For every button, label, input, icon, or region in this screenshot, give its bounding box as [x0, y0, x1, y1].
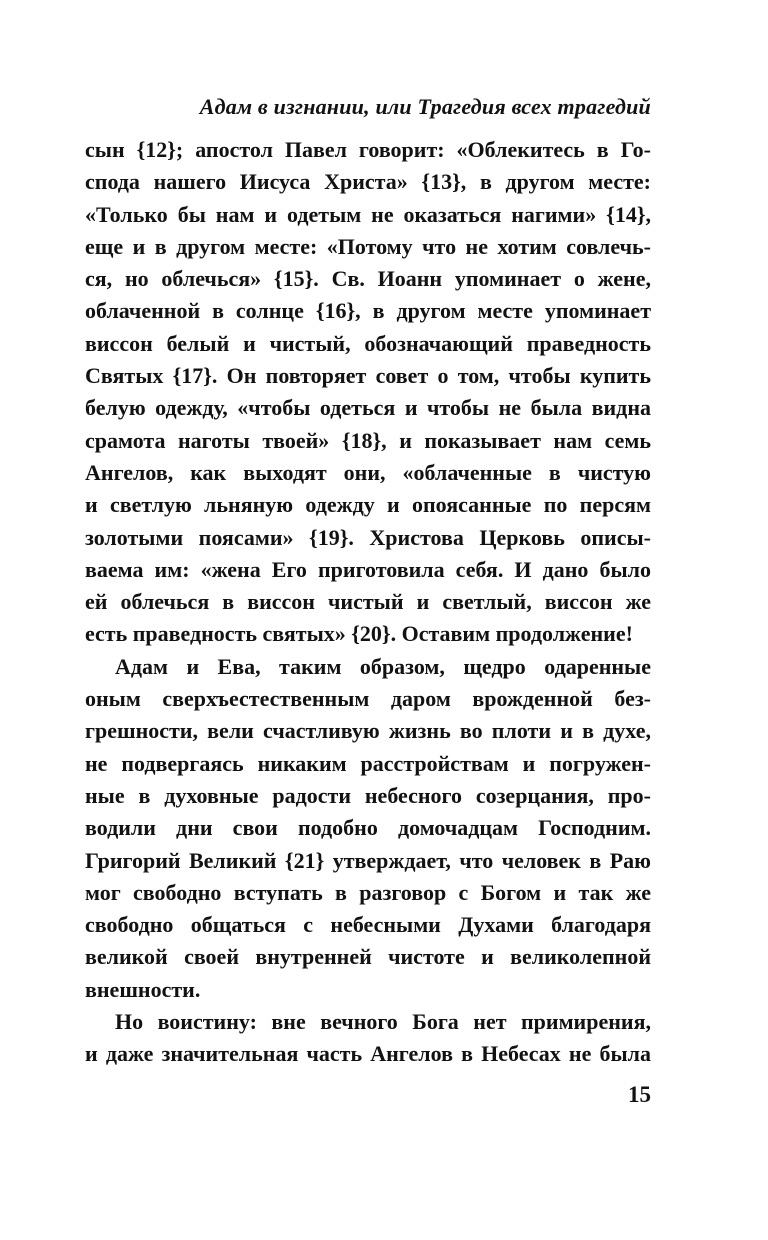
text-line: внешности. — [85, 976, 201, 1002]
text-line: «Только бы нам и одетым не оказаться нагими» {14}, — [85, 201, 651, 227]
text-line: ваема им: «жена Его приготовила себя. И дано было — [85, 556, 651, 582]
text-line: есть праведность святых» {20}. Оставим продолжение! — [85, 621, 633, 647]
text-line: Ангелов, как выходят они, «облаченные в чистую — [85, 459, 651, 485]
text-line: и даже значительная часть Ангелов в Небесах не была — [85, 1041, 651, 1067]
running-header: Адам в изгнании, или Трагедия всех трагедий — [199, 94, 651, 119]
text-line: водили дни свои подобно домочадцам Господним. — [85, 815, 651, 841]
text-line: Святых {17}. Он повторяет совет о том, чтобы купить — [85, 363, 651, 389]
text-line: облаченной в солнце {16}, в другом месте упоминает — [85, 298, 651, 324]
text-line: виссон белый и чистый, обозначающий праведность — [85, 330, 651, 356]
text-line: оным сверхъестественным даром врожденной без- — [85, 686, 651, 712]
text-line: ные в духовные радости небесного созерцания, про- — [85, 782, 651, 808]
text-line: свободно общаться с небесными Духами благодаря — [85, 912, 651, 938]
text-line: мог свободно вступать в разговор с Богом и так же — [85, 879, 651, 905]
text-line: Но воистину: вне вечного Бога нет примирения, — [115, 1009, 651, 1035]
text-line: и светлую льняную одежду и опоясанные по персям — [85, 492, 651, 518]
text-line: золотыми поясами» {19}. Христова Церковь описы- — [85, 524, 651, 550]
text-line: срамота наготы твоей» {18}, и показывает нам семь — [85, 427, 651, 453]
text-block — [85, 134, 651, 1071]
text-line: сын {12}; апостол Павел говорит: «Облекитесь в Го- — [85, 137, 651, 162]
page-number: 15 — [628, 1082, 651, 1107]
text-line: еще и в другом месте: «Потому что не хотим совлечь- — [85, 233, 651, 259]
text-line: ей облечься в виссон чистый и светлый, виссон же — [85, 589, 651, 615]
text-line: великой своей внутренней чистоте и великолепной — [85, 944, 651, 970]
text-line: Григорий Великий {21} утверждает, что человек в Раю — [85, 847, 651, 873]
text-line: не подвергаясь никаким расстройствам и погружен- — [85, 750, 651, 776]
text-line: грешности, вели счастливую жизнь во плоти и в духе, — [85, 718, 651, 744]
text-line: спода нашего Иисуса Христа» {13}, в другом месте: — [85, 169, 651, 195]
text-line: ся, но облечься» {15}. Св. Иоанн упоминает о жене, — [85, 266, 651, 292]
text-line: белую одежду, «чтобы одеться и чтобы не была видна — [85, 395, 651, 421]
text-line: Адам и Ева, таким образом, щедро одаренные — [115, 653, 651, 679]
